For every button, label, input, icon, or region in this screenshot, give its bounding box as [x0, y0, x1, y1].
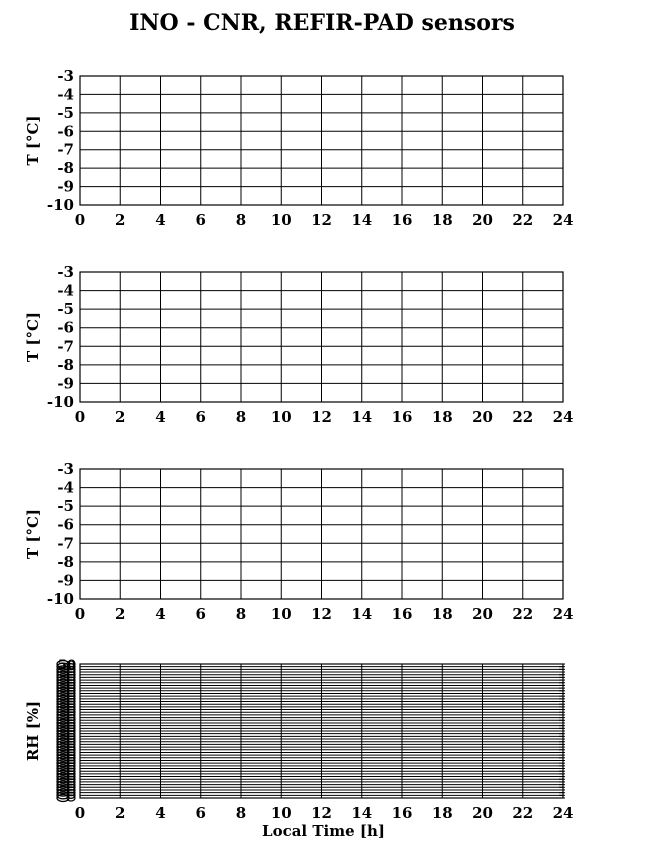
x-tick-label: 20	[472, 804, 493, 822]
x-tick-label: 6	[195, 605, 206, 623]
x-tick-label: 20	[472, 211, 493, 229]
x-tick-label: 16	[391, 408, 413, 426]
y-axis-label: T [°C]	[24, 115, 42, 166]
x-tick-label: 18	[431, 605, 453, 623]
y-tick-label: -4	[57, 281, 74, 300]
y-tick-label: -6	[57, 122, 74, 141]
x-tick-label: 24	[552, 408, 574, 426]
x-tick-label: 22	[512, 408, 534, 426]
x-tick-label: 4	[155, 605, 166, 623]
y-tick-label: -5	[57, 300, 74, 319]
x-tick-label: 2	[115, 804, 126, 822]
x-tick-label: 18	[431, 804, 453, 822]
y-tick-label: -3	[57, 460, 74, 478]
x-axis-label: Local Time [h]	[262, 822, 385, 840]
y-axis-label: T [°C]	[24, 508, 42, 560]
x-tick-label: 24	[552, 211, 574, 229]
y-tick-label: -5	[57, 497, 74, 516]
x-tick-label: 24	[552, 605, 574, 623]
y-tick-label: -9	[57, 374, 74, 393]
x-tick-label: 0	[74, 804, 86, 822]
x-tick-label: 14	[351, 408, 373, 426]
y-tick-label: -10	[46, 393, 74, 411]
x-tick-label: 14	[351, 605, 373, 623]
chart-panel-4	[24, 658, 573, 840]
y-tick-label: -4	[57, 478, 74, 497]
x-tick-label: 6	[195, 408, 206, 426]
x-tick-label: 2	[115, 408, 126, 426]
x-tick-label: 24	[552, 804, 574, 822]
x-tick-label: 6	[195, 211, 206, 229]
x-tick-label: 18	[431, 211, 453, 229]
figure-title: INO - CNR, REFIR-PAD sensors	[129, 10, 515, 36]
y-tick-label: -8	[57, 552, 74, 571]
x-tick-label: 16	[391, 211, 413, 229]
y-tick-label: -7	[57, 337, 74, 356]
x-tick-label: 12	[311, 804, 332, 822]
x-tick-label: 12	[311, 211, 332, 229]
x-tick-label: 0	[74, 408, 86, 426]
y-tick-label: -8	[57, 159, 74, 178]
chart-panel-1	[24, 67, 573, 229]
y-tick-label: -7	[57, 534, 74, 553]
x-tick-label: 0	[74, 211, 86, 229]
x-tick-label: 8	[235, 605, 247, 623]
x-tick-label: 10	[270, 408, 292, 426]
x-tick-label: 4	[155, 804, 166, 822]
x-tick-label: 18	[431, 408, 453, 426]
y-axis-label: T [°C]	[24, 311, 42, 363]
y-tick-label: -8	[57, 355, 74, 374]
x-tick-label: 8	[235, 408, 247, 426]
x-tick-label: 22	[512, 605, 534, 623]
x-tick-label: 10	[270, 804, 292, 822]
panels	[24, 67, 573, 840]
y-tick-label: -3	[57, 67, 74, 85]
y-tick-label: -6	[57, 515, 74, 534]
x-tick-label: 10	[270, 605, 292, 623]
y-tick-label: -10	[46, 196, 74, 214]
y-tick-label: -3	[57, 263, 74, 281]
chart-panel-2	[24, 263, 573, 426]
x-tick-label: 4	[155, 211, 166, 229]
x-tick-label: 2	[115, 211, 126, 229]
x-tick-label: 20	[472, 408, 493, 426]
y-tick-label: -6	[57, 318, 74, 337]
x-tick-label: 10	[270, 211, 292, 229]
x-tick-label: 22	[512, 804, 534, 822]
y-axis-label: RH [%]	[24, 700, 42, 762]
y-tick-label: -10	[46, 590, 74, 608]
y-tick-label: -4	[57, 85, 74, 104]
chart-panel-3	[24, 460, 573, 623]
x-tick-label: 12	[311, 408, 332, 426]
x-tick-label: 8	[235, 211, 247, 229]
y-tick-label: -5	[57, 103, 74, 122]
y-tick-label: -9	[57, 571, 74, 590]
x-tick-label: 20	[472, 605, 493, 623]
x-tick-label: 8	[235, 804, 247, 822]
y-tick-label: -9	[57, 177, 74, 196]
y-tick-label: 50	[57, 658, 76, 673]
x-tick-label: 2	[115, 605, 126, 623]
x-tick-label: 12	[311, 605, 332, 623]
x-tick-label: 14	[351, 211, 373, 229]
x-tick-label: 14	[351, 804, 373, 822]
x-tick-label: 22	[512, 211, 534, 229]
x-tick-label: 16	[391, 605, 413, 623]
y-tick-label: -7	[57, 140, 74, 159]
x-tick-label: 4	[155, 408, 166, 426]
x-tick-label: 0	[74, 605, 86, 623]
x-tick-label: 6	[195, 804, 206, 822]
x-tick-label: 16	[391, 804, 413, 822]
